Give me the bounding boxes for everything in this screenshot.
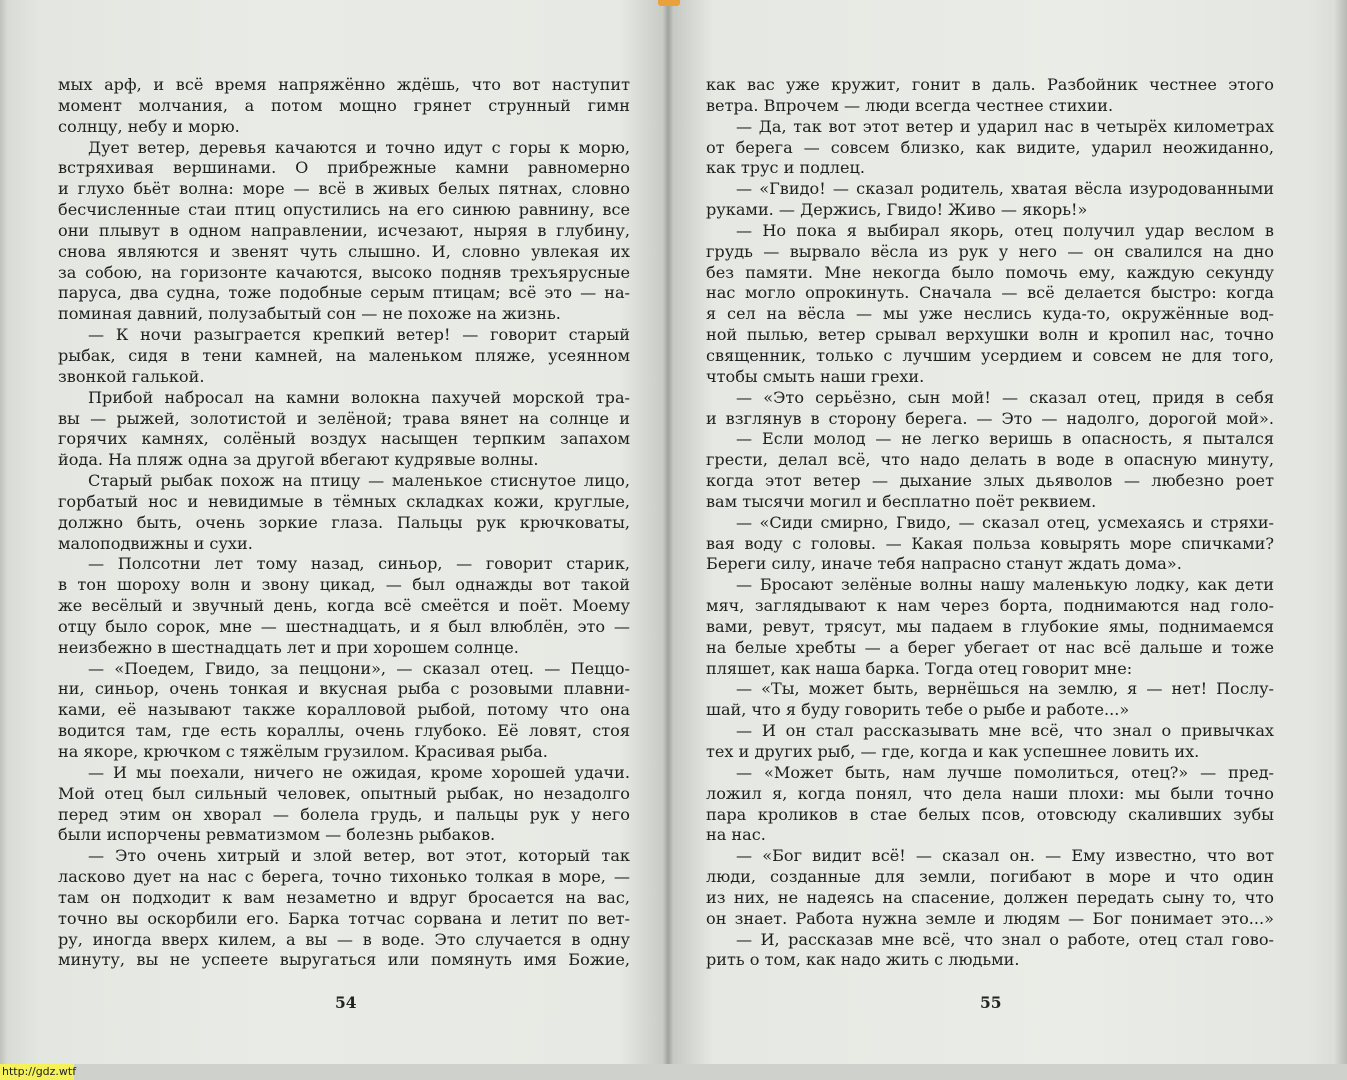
text-line: мяч, заглядывают к нам через борта, поднимаются над голо-: [706, 596, 1274, 616]
text-line: — И, рассказав мне всё, что знал о работе, отец стал гово-: [736, 929, 1274, 949]
text-line: ветра. Впрочем — люди всегда честнее стихии.: [706, 95, 1114, 115]
text-line: Прибой набросал на камни волокна пахучей морской тра-: [88, 387, 630, 407]
text-line: они плывут в одном направлении, исчезают, ныряя в глубину,: [58, 220, 630, 240]
text-line: грести, делал всё, что надо делать в воде в опасную минуту,: [706, 450, 1274, 470]
page-number-right: 55: [980, 993, 1002, 1012]
text-line: йода. На пляж одна за другой вбегают кудрявые волны.: [58, 450, 539, 470]
text-line: как трус и подлец.: [706, 158, 866, 178]
text-line: пляшет, как наша барка. Тогда отец говорит мне:: [706, 658, 1133, 678]
text-line: ни, синьор, очень тонкая и вкусная рыба с розовыми плавни-: [58, 679, 630, 699]
text-line: малоподвижны и сухи.: [58, 533, 253, 553]
page-edge-right: [1333, 0, 1347, 1064]
text-line: чтобы смыть наши грехи.: [706, 366, 925, 386]
text-line: тех и других рыб, — где, когда и как успешнее ловить их.: [706, 742, 1200, 761]
text-line: — «Бог видит всё! — сказал он. — Ему известно, что вот: [736, 846, 1274, 866]
text-line: на нас.: [706, 825, 766, 845]
text-line: на белые хребты — а берег убегает от нас всё дальше и тоже: [706, 637, 1274, 657]
text-line: вам тысячи могил и бесплатно поёт реквием.: [706, 491, 1097, 511]
text-line: минуту, вы не успеете выругаться или помянуть имя Божие,: [58, 950, 630, 970]
text-line: ложил я, когда понял, что дела наши плохи: мы были точно: [706, 783, 1274, 803]
text-line: бесчисленные стаи птиц опустились на его синюю равнину, все: [58, 200, 630, 220]
text-line: — «Сиди смирно, Гвидо, — сказал отец, усмехаясь и стряхи-: [736, 512, 1274, 532]
text-line: от берега — совсем близко, как видите, ударил неожиданно,: [706, 137, 1274, 157]
text-line: и глухо бьёт волна: море — всё в живых белых пятнах, словно: [58, 179, 630, 199]
text-line: снова являются и звенят чуть слышно. И, словно увлекая их: [58, 241, 630, 261]
right-page-text: [706, 75, 1274, 971]
text-line: точно вы оскорбили его. Барка тотчас сорвана и летит по вет-: [58, 908, 630, 928]
text-line: вая воду с головы. — Какая польза ковырять море спичками?: [706, 533, 1274, 553]
text-line: когда этот ветер — дыхание злых дьяволов — любезно роет: [706, 471, 1274, 491]
text-line: Дует ветер, деревья качаются и точно идут с горы к морю,: [88, 137, 630, 157]
text-line: — Бросают зелёные волны нашу маленькую лодку, как дети: [736, 575, 1274, 595]
text-line: ками, её называют также коралловой рыбой, потому что она: [58, 700, 630, 720]
text-line: в тон шороху волн и звону цикад, — был однажды вот такой: [58, 575, 630, 595]
text-line: и взглянув в сторону берега. — Это — надолго, дорогой мой».: [706, 408, 1274, 428]
left-page-text: [58, 75, 630, 971]
text-line: пара кроликов в стае белых псов, отовсюду скаливших зубы: [706, 804, 1274, 824]
text-line: — Если молод — не легко веришь в опасность, я пытался: [736, 429, 1274, 449]
text-line: за собою, на горизонте качаются, высоко подняв трехъярусные: [58, 262, 630, 282]
text-line: — «Ты, может быть, вернёшься на землю, я — нет! Послу-: [736, 679, 1274, 699]
text-line: встряхивая вершинами. О прибрежные камни равномерно: [58, 158, 630, 178]
text-line: — «Может быть, нам лучше помолиться, отец?» — пред-: [736, 762, 1274, 782]
text-line: грудь — вырвало вёсла из рук у него — он свалился на дно: [706, 241, 1274, 261]
text-line: неизбежно в шестнадцать лет и при хорошем солнце.: [58, 637, 519, 657]
text-line: — Это очень хитрый и злой ветер, вот этот, который так: [88, 846, 630, 866]
text-line: — К ночи разыграется крепкий ветер! — говорит старый: [88, 325, 630, 345]
text-line: же весёлый и звучный день, когда всё смеётся и поёт. Моему: [58, 596, 630, 616]
text-line: нас могло опрокинуть. Сначала — всё делается быстро: когда: [706, 283, 1274, 303]
text-line: — Да, так вот этот ветер и ударил нас в четырёх километрах: [736, 116, 1274, 136]
text-line: звонкой галькой.: [58, 366, 205, 386]
page-number-left: 54: [335, 993, 357, 1012]
text-line: — «Гвидо! — сказал родитель, хватая вёсла изуродованными: [736, 179, 1274, 199]
text-line: рить о том, как надо жить с людьми.: [706, 950, 1020, 970]
text-line: ной пылью, ветер срывал верхушки волн и кропил нас, точно: [706, 325, 1274, 345]
text-line: из них, не надеясь на спасение, должен передать сыну то, что: [706, 887, 1274, 907]
text-line: — И мы поехали, ничего не ожидая, кроме хорошей удачи.: [88, 762, 630, 782]
text-line: Мой отец был сильный человек, опытный рыбак, но незадолго: [58, 783, 630, 803]
text-line: поминая давний, полузабытый сон — не похоже на жизнь.: [58, 304, 561, 324]
text-line: как вас уже кружит, гонит в даль. Разбойник честнее этого: [706, 75, 1274, 94]
text-line: без памяти. Мне некогда было помочь ему, каждую секунду: [706, 262, 1274, 282]
text-line: вами, ревут, трясут, мы падаем в глубокие ямы, поднимаемся: [706, 616, 1274, 636]
text-line: там он подходит к вам незаметно и вдруг бросается на вас,: [58, 887, 630, 907]
text-line: отцу было сорок, мне — шестнадцать, и я был влюблён, это —: [58, 616, 630, 636]
text-line: шай, что я буду говорить тебе о рыбе и работе...»: [706, 700, 1130, 720]
text-line: рыбак, сидя в тени камней, на маленьком пляже, усеянном: [58, 345, 630, 365]
text-line: были испорчены ревматизмом — болезнь рыбаков.: [58, 825, 496, 845]
text-line: перед этим он хворал — болела грудь, и пальцы рук у него: [58, 804, 630, 824]
text-line: паруса, два судна, тоже подобные серым птицам; всё это — на-: [58, 283, 630, 303]
text-line: я сел на вёсла — мы уже неслись куда-то, окружённые вод-: [706, 304, 1274, 324]
text-line: — Полсотни лет тому назад, синьор, — говорит старик,: [88, 554, 630, 574]
text-line: горячих камнях, солёный воздух насыщен терпким запахом: [58, 429, 630, 449]
text-line: — Но пока я выбирал якорь, отец получил удар веслом в: [736, 220, 1274, 240]
text-line: горбатый нос и невидимые в тёмных складках кожи, круглые,: [58, 491, 630, 511]
bookmark-tab: [658, 0, 680, 6]
text-line: вы — рыжей, золотистой и зелёной; трава вянет на солнце и: [58, 408, 630, 428]
text-line: он знает. Работа нужна земле и людям — Бог понимает это...»: [706, 908, 1274, 928]
text-line: мых арф, и всё время напряжённо ждёшь, что вот наступит: [58, 75, 630, 94]
text-line: — И он стал рассказывать мне всё, что знал о привычках: [736, 721, 1274, 741]
watermark-link[interactable]: http://gdz.wtf: [2, 1065, 77, 1078]
text-line: священник, только с лучшим усердием и совсем не для того,: [706, 345, 1274, 365]
text-line: солнцу, небу и морю.: [58, 116, 240, 136]
text-line: — «Поедем, Гвидо, за пеццони», — сказал отец. — Пеццо-: [88, 658, 630, 678]
text-line: водится там, где есть кораллы, очень глубоко. Её ловят, стоя: [58, 721, 630, 741]
text-line: люди, созданные для земли, погибают в море и что один: [706, 867, 1274, 887]
text-line: на якоре, крючком с тяжёлым грузилом. Красивая рыба.: [58, 742, 548, 761]
text-line: Береги силу, иначе тебя напрасно станут ждать дома».: [706, 554, 1182, 574]
text-line: ру, иногда вверх килем, а вы — в воде. Это случается в одну: [58, 929, 630, 949]
text-line: Старый рыбак похож на птицу — маленькое стиснутое лицо,: [88, 471, 630, 491]
text-line: должно быть, очень зоркие глаза. Пальцы рук крючковаты,: [58, 512, 630, 532]
text-line: ласково дует на нас с берега, точно тихонько толкая в море, —: [58, 867, 630, 887]
text-line: момент молчания, а потом мощно грянет струнный гимн: [58, 95, 630, 115]
text-line: — «Это серьёзно, сын мой! — сказал отец, придя в себя: [736, 387, 1274, 407]
page-edge-left: [0, 0, 8, 1064]
text-line: руками. — Держись, Гвидо! Живо — якорь!»: [706, 200, 1088, 220]
